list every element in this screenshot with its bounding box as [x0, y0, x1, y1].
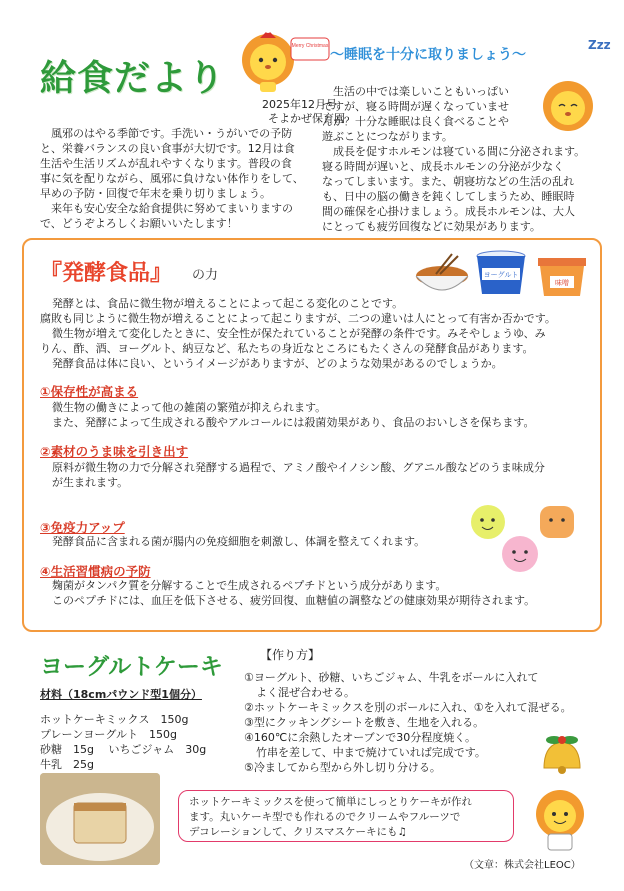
- sleep-heading: ～睡眠を十分に取りましょう～: [330, 47, 526, 63]
- section-line: 原料が微生物の力で分解され発酵する過程で、アミノ酸やイノシン酸、グアニル酸などのうま味成分: [52, 461, 545, 474]
- section-body-lifestyle-disease: [52, 578, 600, 608]
- intro-line: 早めの予防・回復で年末を乗り切りましょう。: [40, 187, 271, 200]
- ferment-intro-line: りん、酢、酒、ヨーグルト、納豆など、私たちの身近なところにもたくさんの発酵食品があります。: [40, 342, 534, 355]
- yogurt-cup-icon: [474, 250, 528, 300]
- yogurt-label: ヨーグルト: [483, 272, 519, 279]
- section-heading-immunity: ③免疫力アップ: [40, 520, 125, 535]
- sleep-line: 遊ぶことにつながります。: [322, 130, 453, 143]
- sleep-line: んか？十分な睡眠は良く食べることや: [322, 115, 509, 128]
- christmas-tag-text: Merry Christmas: [291, 43, 329, 49]
- sleeping-lion-icon: [540, 78, 596, 134]
- christmas-tag-icon: [290, 36, 330, 64]
- issue-date: 2025年12月号: [262, 98, 337, 111]
- zzz-mark: Zzz: [588, 38, 611, 52]
- intro-line: 生活や生活リズムが乱れやすくなります。普段の食: [40, 157, 292, 170]
- section-heading-preservation: ①保存性が高まる: [40, 384, 139, 399]
- newsletter-title: 給食だより: [40, 58, 226, 99]
- sleep-line: 成長を促すホルモンは寝ている間に分泌されます。: [333, 145, 586, 158]
- fermented-foods-title: 『発酵食品』: [40, 261, 173, 286]
- ingredients-heading: 材料（18cmパウンド型1個分）: [40, 688, 202, 701]
- intro-line: 来年も安心安全な給食提供に努めてまいりますの: [51, 202, 293, 215]
- section-body-umami: [52, 460, 600, 490]
- ferment-intro-line: 発酵とは、食品に微生物が増えることによって起こる変化のことです。: [52, 297, 404, 310]
- intro-line: 事に気を配りながら、風邪に負けない体作りをして、: [40, 172, 304, 185]
- sleep-line: 寝る時間が遅いと、成長ホルモンの分泌が少なく: [322, 160, 564, 173]
- sleep-line: 間の確保を心掛けましょう。成長ホルモンは、大人: [322, 205, 575, 218]
- chef-lion-icon: [528, 786, 592, 852]
- tip-line: デコレーションして、クリスマスケーキにも♫: [189, 826, 407, 838]
- step-line: 竹串を差して、中まで焼けていれば完成です。: [256, 746, 486, 759]
- sleep-line: にとっても疲労回復などに効果があります。: [322, 220, 541, 233]
- step-line: ①ヨーグルト、砂糖、いちごジャム、牛乳をボールに入れて: [244, 671, 539, 684]
- fermented-foods-title-suffix: の力: [192, 268, 219, 283]
- intro-line: と、栄養バランスの良い食事が大切です。12月は食: [40, 142, 295, 155]
- ingredient-item: プレーンヨーグルト 150g: [40, 728, 177, 741]
- steps-heading: 【作り方】: [260, 648, 321, 662]
- intro-line: で、どうぞよろしくお願いいたします！: [40, 217, 238, 230]
- lion-mascot-icon: [238, 30, 298, 94]
- recipe-tip-bubble: [178, 790, 514, 842]
- bacteria-characters-icon: [462, 500, 592, 580]
- section-heading-umami: ②素材のうま味を引き出す: [40, 444, 189, 459]
- credit: （文章：株式会社LEOC）: [464, 860, 581, 871]
- cake-image-icon: [40, 773, 160, 865]
- sleep-line: も、日中の脳の働きを鈍くしてしまうため、睡眠時: [322, 190, 575, 203]
- ferment-intro-line: 微生物が増えて変化したときに、安全性が保たれていることが発酵の条件です。みそやしょうゆ、み: [52, 327, 546, 340]
- section-body-preservation: [52, 400, 600, 430]
- section-body-immunity: [52, 534, 472, 549]
- step-line: ②ホットケーキミックスを別のボールに入れ、①を入れて混ぜる。: [244, 701, 572, 714]
- step-line: よく混ぜ合わせる。: [256, 686, 355, 699]
- step-line: ③型にクッキングシートを敷き、生地を入れる。: [244, 716, 485, 729]
- ingredient-item: 牛乳 25g: [40, 758, 94, 771]
- ingredient-item: ホットケーキミックス 150g: [40, 713, 189, 726]
- steps-list: [244, 670, 572, 775]
- miso-label: 味噌: [555, 280, 569, 287]
- intro-paragraph: [40, 126, 310, 231]
- christmas-bell-icon: [530, 730, 590, 780]
- intro-line: 風邪のはやる季節です。手洗い・うがいでの予防: [51, 127, 293, 140]
- section-line: 発酵食品に含まれる菌が腸内の免疫細胞を刺激し、体調を整えてくれます。: [52, 535, 426, 548]
- miso-container-icon: [536, 252, 588, 300]
- tip-line: ます。丸いケーキ型でも作れるのでクリームやフルーツで: [189, 811, 461, 823]
- step-line: ④160℃に余熱したオーブンで30分程度焼く。: [244, 731, 476, 744]
- ferment-intro-line: 腐敗も同じように微生物が増えることによって起こりますが、二つの違いは人にとって有害か否かです。: [40, 312, 556, 325]
- recipe-title: ヨーグルトケーキ: [40, 654, 223, 680]
- section-line: 微生物の働きによって他の雑菌の繁殖が抑えられます。: [52, 401, 327, 414]
- section-heading-lifestyle-disease: ④生活習慣病の予防: [40, 564, 151, 579]
- school-name: そよかぜ保育園: [268, 112, 345, 125]
- ingredients-list: [40, 712, 206, 772]
- section-line: 麹菌がタンパク質を分解することで生成されるペプチドという成分があります。: [52, 579, 447, 592]
- section-line: が生まれます。: [52, 476, 129, 489]
- sleep-line: 生活の中では楽しいこともいっぱい: [333, 85, 509, 98]
- natto-bowl-icon: [408, 250, 478, 298]
- sleep-line: ですが、寝る時間が遅くなっていませ: [322, 100, 509, 113]
- sleep-line: なってしまいます。また、朝寝坊などの生活の乱れ: [322, 175, 575, 188]
- fermented-intro: [40, 296, 600, 371]
- step-line: ⑤冷ましてから型から外し切り分ける。: [244, 761, 441, 774]
- section-line: このペプチドには、血圧を低下させる、疲労回復、血糖値の調整などの健康効果が期待されます。: [52, 594, 536, 607]
- section-line: また、発酵によって生成される酸やアルコールには殺菌効果があり、食品のおいしさを保ちます。: [52, 416, 535, 429]
- tip-line: ホットケーキミックスを使って簡単にしっとりケーキが作れ: [189, 796, 472, 808]
- ingredient-item: 砂糖 15g いちごジャム 30g: [40, 743, 207, 756]
- yogurt-cake-photo: [40, 773, 160, 865]
- ferment-intro-line: 発酵食品は体に良い、というイメージがありますが、どのような効果があるのでしょうか。: [52, 357, 503, 370]
